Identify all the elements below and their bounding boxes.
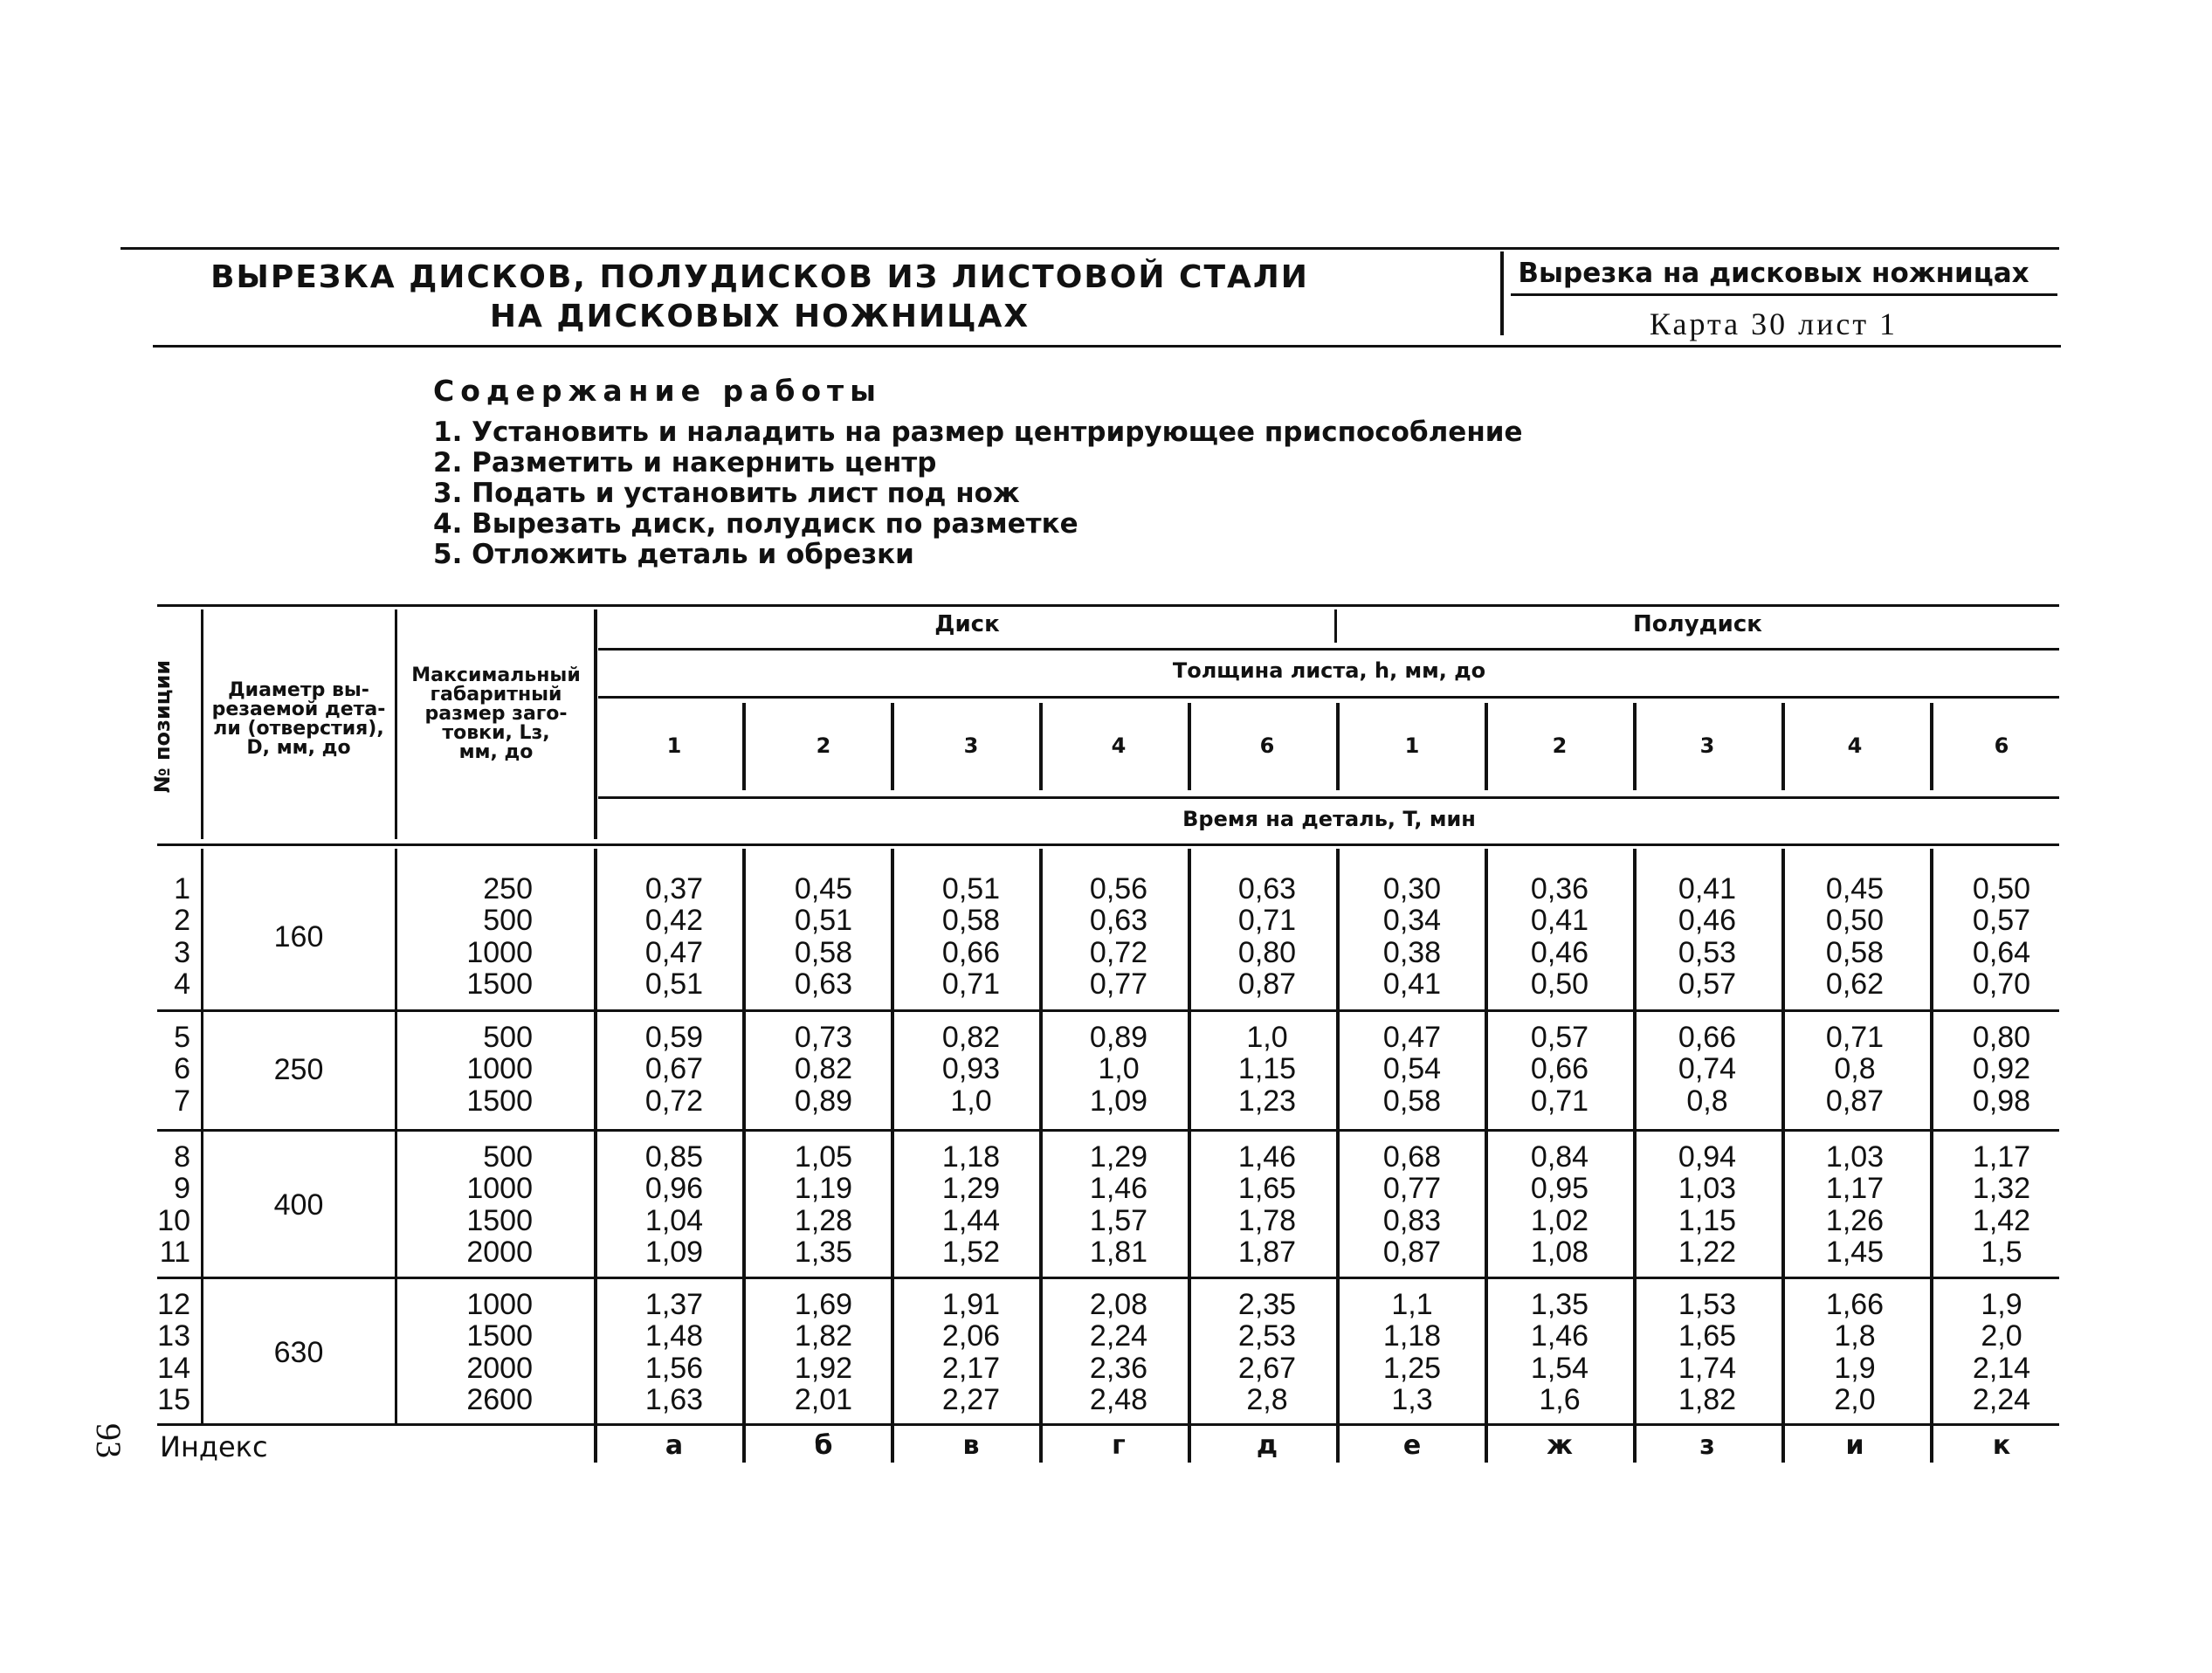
page-title-line1: ВЫРЕЗКА ДИСКОВ, ПОЛУДИСКОВ ИЗ ЛИСТОВОЙ СТАЛИ: [210, 259, 1309, 295]
time-value: 1,25: [1382, 1351, 1442, 1385]
col-divider: [1485, 849, 1488, 1463]
time-value: 0,68: [1382, 1140, 1442, 1174]
time-value: 1,46: [1237, 1140, 1297, 1174]
page-number: 93: [89, 1423, 128, 1458]
header-bottom-rule: [153, 345, 2061, 348]
index-letter: б: [814, 1430, 833, 1461]
time-value: 1,63: [644, 1383, 704, 1417]
time-value: 1,19: [794, 1172, 853, 1206]
content-heading: Содержание работы: [433, 374, 883, 408]
time-value: 1,32: [1972, 1172, 2031, 1206]
blank-size-value: 1000: [466, 1172, 533, 1206]
time-value: 1,78: [1237, 1203, 1297, 1237]
blank-size-value: 1000: [466, 1052, 533, 1086]
time-value: 2,24: [1089, 1319, 1148, 1353]
time-value: 1,87: [1237, 1236, 1297, 1270]
time-value: 0,53: [1678, 935, 1737, 969]
work-step: 2. Разметить и накернить центр: [433, 447, 937, 478]
time-value: 0,57: [1530, 1021, 1589, 1054]
time-value: 0,51: [794, 904, 853, 938]
time-value: 0,82: [941, 1021, 1001, 1054]
thickness-divider: [891, 703, 894, 790]
blank-size-value: 500: [483, 1140, 533, 1174]
time-value: 0,96: [644, 1172, 704, 1206]
time-value: 1,44: [941, 1203, 1001, 1237]
halfdisc-group-header: Полудиск: [1633, 611, 1762, 637]
time-value: 0,84: [1530, 1140, 1589, 1174]
time-value: 0,77: [1089, 967, 1148, 1002]
position-number: 4: [174, 967, 190, 1002]
thickness-divider: [1485, 703, 1488, 790]
time-value: 0,71: [1530, 1084, 1589, 1118]
group-divider: [1334, 609, 1337, 643]
time-value: 1,53: [1678, 1288, 1737, 1321]
time-value: 0,64: [1972, 935, 2031, 969]
index-letter: е: [1402, 1430, 1422, 1461]
time-value: 0,66: [941, 935, 1001, 969]
time-value: 0,66: [1530, 1052, 1589, 1086]
time-value: 0,36: [1530, 872, 1589, 905]
time-value: 1,46: [1089, 1172, 1148, 1206]
thickness-cell: 6: [1259, 733, 1275, 758]
col-divider: [1633, 849, 1637, 1463]
page-title-line2: НА ДИСКОВЫХ НОЖНИЦАХ: [489, 299, 1030, 334]
group-separator: [157, 1277, 2059, 1279]
time-value: 2,8: [1246, 1383, 1288, 1417]
time-value: 0,62: [1825, 967, 1885, 1002]
disc-group-header: Диск: [934, 611, 1000, 637]
thickness-divider: [1188, 703, 1191, 790]
index-letter: г: [1112, 1430, 1126, 1461]
section-rule: [1511, 293, 2057, 296]
time-value: 0,54: [1382, 1052, 1442, 1086]
time-value: 0,45: [794, 872, 853, 905]
time-value: 1,45: [1825, 1236, 1885, 1270]
index-letter: д: [1256, 1430, 1278, 1461]
col-divider: [891, 849, 894, 1463]
col-divider: [594, 609, 597, 839]
time-value: 0,37: [644, 872, 704, 905]
time-value: 1,42: [1972, 1203, 2031, 1237]
group-separator: [157, 1009, 2059, 1012]
blank-size-value: 1500: [466, 1084, 533, 1118]
time-value: 2,17: [941, 1351, 1001, 1385]
time-value: 0,45: [1825, 872, 1885, 905]
time-value: 0,85: [644, 1140, 704, 1174]
time-value: 0,67: [644, 1052, 704, 1086]
time-value: 0,87: [1382, 1236, 1442, 1270]
position-number: 6: [174, 1052, 190, 1086]
time-value: 1,6: [1539, 1383, 1581, 1417]
time-value: 2,24: [1972, 1383, 2031, 1417]
time-value: 0,57: [1972, 904, 2031, 938]
position-number: 15: [157, 1383, 190, 1417]
thickness-divider: [1781, 703, 1785, 790]
time-value: 0,58: [794, 935, 853, 969]
time-value: 0,50: [1825, 904, 1885, 938]
time-value: 1,1: [1391, 1288, 1433, 1321]
col-divider: [395, 849, 397, 1423]
time-value: 2,35: [1237, 1288, 1297, 1321]
time-value: 1,57: [1089, 1203, 1148, 1237]
time-value: 1,09: [1089, 1084, 1148, 1118]
position-number: 9: [174, 1172, 190, 1206]
time-value: 1,26: [1825, 1203, 1885, 1237]
time-value: 0,71: [1237, 904, 1297, 938]
blank-size-value: 1000: [466, 1288, 533, 1321]
position-number: 5: [174, 1021, 190, 1054]
index-letter: ж: [1547, 1430, 1573, 1461]
header-top-rule: [121, 247, 2059, 250]
position-number: 2: [174, 904, 190, 938]
time-value: 1,9: [1981, 1288, 2022, 1321]
position-number: 7: [174, 1084, 190, 1118]
time-value: 1,0: [1246, 1021, 1288, 1054]
time-value: 1,35: [1530, 1288, 1589, 1321]
time-value: 0,94: [1678, 1140, 1737, 1174]
time-value: 1,35: [794, 1236, 853, 1270]
position-number: 13: [157, 1319, 190, 1353]
time-value: 0,71: [1825, 1021, 1885, 1054]
time-value: 1,15: [1678, 1203, 1737, 1237]
index-letter: к: [1992, 1430, 2011, 1461]
time-value: 0,8: [1686, 1084, 1728, 1118]
time-value: 0,89: [794, 1084, 853, 1118]
time-value: 1,3: [1391, 1383, 1433, 1417]
col-divider: [201, 609, 203, 839]
time-value: 2,36: [1089, 1351, 1148, 1385]
position-number: 12: [157, 1288, 190, 1321]
time-value: 1,18: [1382, 1319, 1442, 1353]
time-value: 0,87: [1237, 967, 1297, 1002]
time-value: 2,67: [1237, 1351, 1297, 1385]
position-number: 11: [159, 1236, 190, 1270]
time-value: 1,17: [1972, 1140, 2031, 1174]
time-value: 1,22: [1678, 1236, 1737, 1270]
time-value: 0,42: [644, 904, 704, 938]
col-divider: [395, 609, 397, 839]
time-value: 0,57: [1678, 967, 1737, 1002]
time-value: 1,82: [794, 1319, 853, 1353]
diameter-value: 250: [273, 1052, 324, 1086]
time-value: 0,80: [1972, 1021, 2031, 1054]
time-value: 0,72: [1089, 935, 1148, 969]
time-value: 1,81: [1089, 1236, 1148, 1270]
time-value: 0,80: [1237, 935, 1297, 969]
diameter-value: 630: [273, 1335, 324, 1369]
thickness-divider: [1930, 703, 1933, 790]
time-value: 0,74: [1678, 1052, 1737, 1086]
time-value: 1,5: [1981, 1236, 2022, 1270]
time-value: 0,72: [644, 1084, 704, 1118]
time-value: 1,18: [941, 1140, 1001, 1174]
time-value: 2,14: [1972, 1351, 2031, 1385]
time-value: 0,58: [1382, 1084, 1442, 1118]
time-value: 2,08: [1089, 1288, 1148, 1321]
time-value: 2,48: [1089, 1383, 1148, 1417]
section-label: Вырезка на дисковых ножницах: [1518, 258, 2029, 289]
thickness-cell: 1: [666, 733, 682, 758]
time-value: 1,66: [1825, 1288, 1885, 1321]
time-value: 1,0: [1098, 1052, 1140, 1086]
time-value: 1,02: [1530, 1203, 1589, 1237]
time-value: 1,91: [941, 1288, 1001, 1321]
thickness-cell: 3: [1699, 733, 1715, 758]
time-value: 0,71: [941, 967, 1001, 1002]
time-value: 1,65: [1678, 1319, 1737, 1353]
thickness-divider: [1633, 703, 1637, 790]
time-value: 2,27: [941, 1383, 1001, 1417]
blank-size-value: 500: [483, 904, 533, 938]
time-value: 0,63: [1237, 872, 1297, 905]
work-step: 4. Вырезать диск, полудиск по разметке: [433, 508, 1078, 540]
time-value: 0,50: [1972, 872, 2031, 905]
blank-size-value: 1500: [466, 967, 533, 1002]
time-value: 0,46: [1530, 935, 1589, 969]
time-value: 2,0: [1981, 1319, 2022, 1353]
thickness-divider: [1039, 703, 1043, 790]
time-value: 1,54: [1530, 1351, 1589, 1385]
time-value: 0,92: [1972, 1052, 2031, 1086]
col-divider: [1039, 849, 1043, 1463]
thickness-cell: 3: [963, 733, 979, 758]
col-divider: [1336, 849, 1340, 1463]
thickness-cell: 6: [1994, 733, 2009, 758]
col-divider: [742, 849, 746, 1463]
time-value: 1,92: [794, 1351, 853, 1385]
time-value: 1,17: [1825, 1172, 1885, 1206]
col-divider: [1781, 849, 1785, 1463]
time-value: 2,01: [794, 1383, 853, 1417]
time-value: 1,46: [1530, 1319, 1589, 1353]
position-number: 1: [174, 872, 190, 905]
thickness-cell: 2: [816, 733, 831, 758]
index-letter: в: [962, 1430, 980, 1461]
time-value: 0,41: [1530, 904, 1589, 938]
work-step: 5. Отложить деталь и обрезки: [433, 539, 914, 570]
blank-size-column-header: Максимальный габаритный размер заго- товки, Lз, мм, до: [411, 664, 581, 763]
position-number: 10: [157, 1203, 190, 1237]
time-value: 1,03: [1678, 1172, 1737, 1206]
time-value: 1,82: [1678, 1383, 1737, 1417]
time-value: 0,73: [794, 1021, 853, 1054]
index-letter: и: [1845, 1430, 1864, 1461]
time-value: 1,65: [1237, 1172, 1297, 1206]
time-value: 0,93: [941, 1052, 1001, 1086]
time-value: 1,04: [644, 1203, 704, 1237]
time-value: 1,23: [1237, 1084, 1297, 1118]
time-value: 0,8: [1834, 1052, 1876, 1086]
table-top-rule: [157, 604, 2059, 607]
time-value: 0,82: [794, 1052, 853, 1086]
time-value: 0,58: [1825, 935, 1885, 969]
time-value: 0,30: [1382, 872, 1442, 905]
group-separator: [157, 1129, 2059, 1132]
time-value: 0,38: [1382, 935, 1442, 969]
index-letter: а: [665, 1430, 684, 1461]
time-value: 2,0: [1834, 1383, 1876, 1417]
thickness-cell: 1: [1404, 733, 1420, 758]
time-value: 1,05: [794, 1140, 853, 1174]
time-value: 0,56: [1089, 872, 1148, 905]
time-value: 0,34: [1382, 904, 1442, 938]
time-value: 1,0: [950, 1084, 992, 1118]
thickness-header: Толщина листа, h, мм, до: [1172, 658, 1486, 683]
position-number: 8: [174, 1140, 190, 1174]
thickness-divider: [1336, 703, 1340, 790]
blank-size-value: 1000: [466, 935, 533, 969]
work-step: 1. Установить и наладить на размер центрирующее приспособление: [433, 417, 1523, 448]
time-value: 0,50: [1530, 967, 1589, 1002]
diameter-value: 160: [273, 919, 324, 954]
time-value: 0,41: [1678, 872, 1737, 905]
thickness-rule: [598, 696, 2059, 699]
time-value: 1,29: [941, 1172, 1001, 1206]
blank-size-value: 2600: [466, 1383, 533, 1417]
index-letter: з: [1699, 1430, 1715, 1461]
blank-size-value: 2000: [466, 1236, 533, 1270]
blank-size-value: 1500: [466, 1319, 533, 1353]
time-value: 0,58: [941, 904, 1001, 938]
time-value: 0,70: [1972, 967, 2031, 1002]
time-value: 1,09: [644, 1236, 704, 1270]
thickness-cell: 2: [1552, 733, 1568, 758]
thickness-cell: 4: [1847, 733, 1863, 758]
position-number: 14: [157, 1351, 190, 1385]
time-value: 0,47: [1382, 1021, 1442, 1054]
thickness-cell: 4: [1111, 733, 1127, 758]
time-value: 1,08: [1530, 1236, 1589, 1270]
time-value: 2,06: [941, 1319, 1001, 1353]
position-column-header: № позиции: [150, 659, 175, 794]
time-value: 0,46: [1678, 904, 1737, 938]
time-value: 1,56: [644, 1351, 704, 1385]
col-divider: [1188, 849, 1191, 1463]
col-divider: [594, 849, 597, 1463]
group-rule: [598, 648, 2059, 651]
time-value: 1,28: [794, 1203, 853, 1237]
time-value: 1,37: [644, 1288, 704, 1321]
blank-size-value: 250: [483, 872, 533, 905]
time-value: 1,9: [1834, 1351, 1876, 1385]
position-number: 3: [174, 935, 190, 969]
thickness-divider: [742, 703, 746, 790]
time-value: 1,8: [1834, 1319, 1876, 1353]
time-value: 0,51: [644, 967, 704, 1002]
blank-size-value: 2000: [466, 1351, 533, 1385]
card-label: Карта 30 лист 1: [1649, 306, 1898, 341]
time-value: 0,63: [1089, 904, 1148, 938]
table-bottom-rule: [157, 1423, 2059, 1426]
work-step: 3. Подать и установить лист под нож: [433, 478, 1020, 509]
time-value: 1,74: [1678, 1351, 1737, 1385]
time-value: 1,48: [644, 1319, 704, 1353]
time-value: 0,41: [1382, 967, 1442, 1002]
time-value: 1,15: [1237, 1052, 1297, 1086]
blank-size-value: 1500: [466, 1203, 533, 1237]
time-value: 0,77: [1382, 1172, 1442, 1206]
time-rule: [598, 796, 2059, 799]
time-value: 0,95: [1530, 1172, 1589, 1206]
time-value: 0,98: [1972, 1084, 2031, 1118]
time-value: 0,47: [644, 935, 704, 969]
col-divider: [201, 849, 203, 1423]
time-value: 0,83: [1382, 1203, 1442, 1237]
header-body-rule: [157, 843, 2059, 846]
time-value: 1,29: [1089, 1140, 1148, 1174]
time-value: 1,52: [941, 1236, 1001, 1270]
diameter-value: 400: [273, 1188, 324, 1222]
time-value: 0,63: [794, 967, 853, 1002]
time-value: 0,59: [644, 1021, 704, 1054]
time-value: 0,51: [941, 872, 1001, 905]
time-value: 2,53: [1237, 1319, 1297, 1353]
time-value: 0,87: [1825, 1084, 1885, 1118]
time-value: 1,69: [794, 1288, 853, 1321]
time-header: Время на деталь, T, мин: [1182, 807, 1476, 831]
index-label: Индекс: [160, 1430, 268, 1463]
time-value: 0,66: [1678, 1021, 1737, 1054]
col-divider: [1930, 849, 1933, 1463]
diameter-column-header: Диаметр вы- резаемой дета- ли (отверстия), D, мм, до: [211, 679, 386, 759]
time-value: 0,89: [1089, 1021, 1148, 1054]
blank-size-value: 500: [483, 1021, 533, 1054]
work-steps-list: [433, 417, 1523, 570]
time-value: 1,03: [1825, 1140, 1885, 1174]
